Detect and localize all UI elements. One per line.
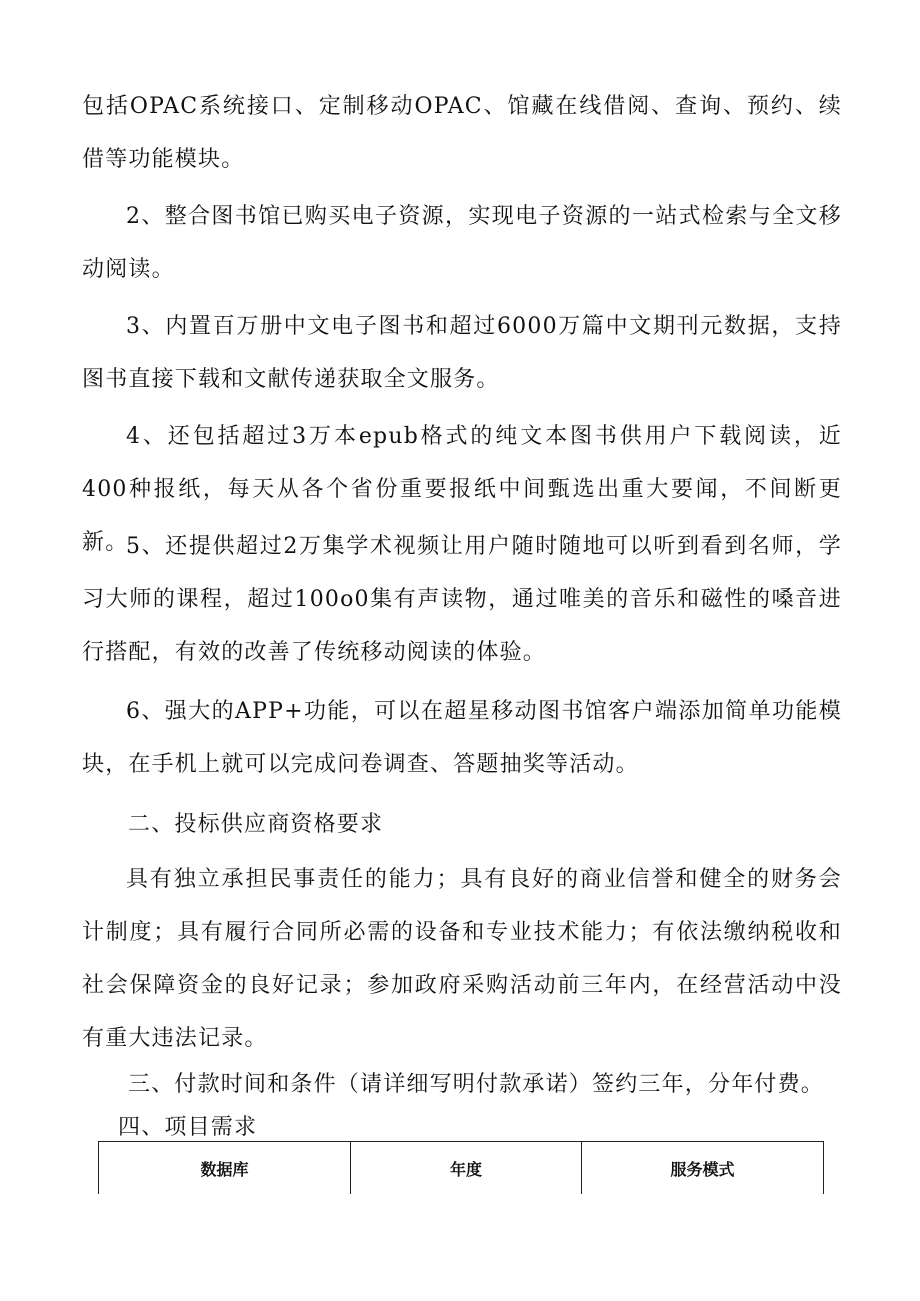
paragraph-opac-modules: 包括OPAC系统接口、定制移动OPAC、馆藏在线借阅、查询、预约、续借等功能模块。 xyxy=(82,94,842,172)
paragraph-item-6: 6、强大的APP+功能，可以在超星移动图书馆客户端添加简单功能模块，在手机上就可以完成问卷调查、答题抽奖等活动。 xyxy=(82,699,842,777)
paragraph-item-5: 5、还提供超过2万集学术视频让用户随时随地可以听到看到名师，学习大师的课程，超过100o0集有声读物，通过唯美的音乐和磁性的嗓音进行搭配，有效的改善了传统移动阅读的体验。 xyxy=(82,534,842,665)
column-header-service-mode: 服务模式 xyxy=(582,1142,824,1195)
paragraph-item-4: 4、还包括超过3万本epub格式的纯文本图书供用户下载阅读，近400种报纸，每天从各个省份重要报纸中间甄选出重大要闻，不间断更新。 xyxy=(82,424,842,555)
column-header-database: 数据库 xyxy=(99,1142,351,1195)
section-heading-payment: 三、付款时间和条件（请详细写明付款承诺）签约三年，分年付费。 xyxy=(128,1072,825,1097)
paragraph-item-2: 2、整合图书馆已购买电子资源，实现电子资源的一站式检索与全文移动阅读。 xyxy=(82,204,842,282)
column-header-year: 年度 xyxy=(351,1142,582,1195)
section-heading-requirements: 四、项目需求 xyxy=(118,1115,258,1140)
paragraph-qualifications: 具有独立承担民事责任的能力；具有良好的商业信誉和健全的财务会计制度；具有履行合同所必需的设备和专业技术能力；有依法缴纳税收和社会保障资金的良好记录；参加政府采购活动前三年内，在经营活动中没有重大违法记录。 xyxy=(82,867,842,1051)
requirements-table xyxy=(98,1141,824,1194)
table-header-row xyxy=(99,1142,824,1195)
paragraph-item-3: 3、内置百万册中文电子图书和超过6000万篇中文期刊元数据，支持图书直接下载和文献传递获取全文服务。 xyxy=(82,314,842,392)
section-heading-qualifications: 二、投标供应商资格要求 xyxy=(128,812,384,837)
